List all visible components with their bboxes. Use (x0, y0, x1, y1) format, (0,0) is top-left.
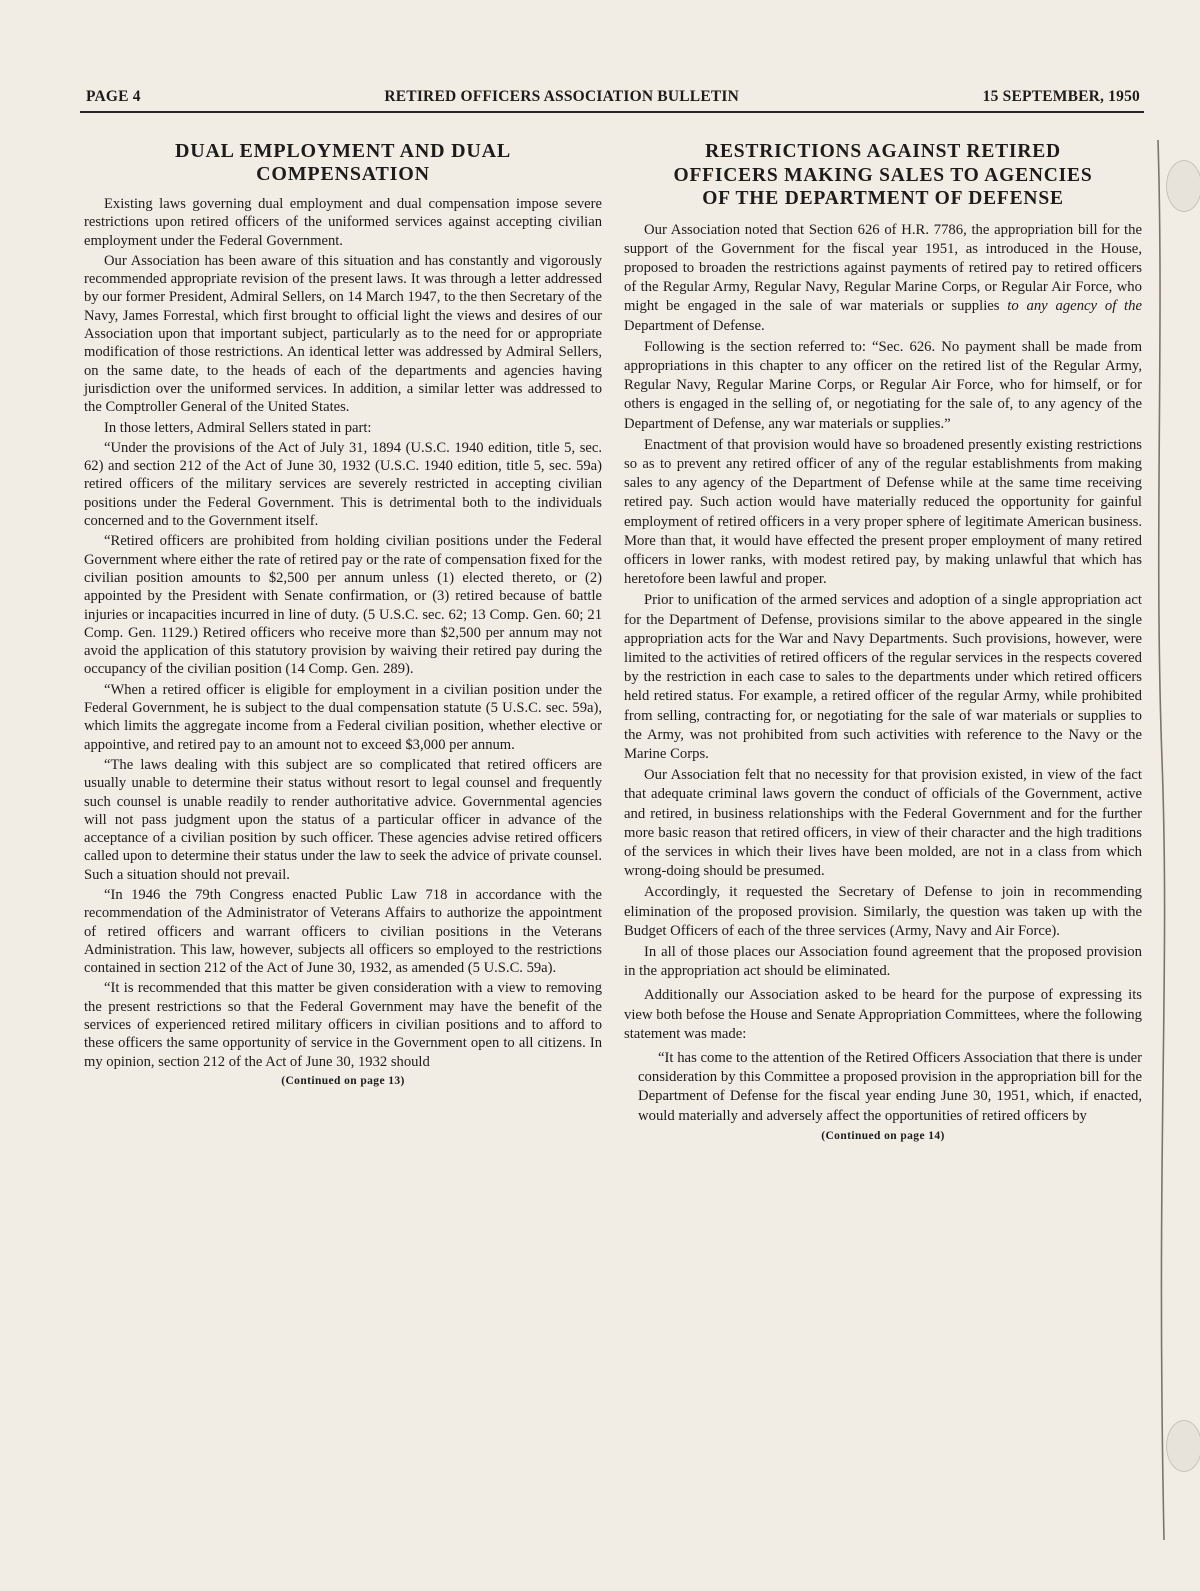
page-header (86, 88, 1140, 106)
right-paragraph: Additionally our Association asked to be heard for the purpose of expressing its view both befose the House and Senate Appropriation Committees, where the following statement was made: (624, 987, 1142, 1042)
right-paragraph: Following is the section referred to: “Sec. 626. No payment shall be made from appropriations in this chapter to any officer on the retired list of the Regular Army, Regular Navy, Regular Marine Corps, or Regular Air Force, who for himself, or for others is engaged in the selling of, or negotiating for the sale of, to any agency of the Department of Defense, any war materials or supplies.” (624, 338, 1142, 432)
left-continued-note: (Continued on page 13) (281, 1074, 405, 1087)
right-paragraph: Prior to unification of the armed services and adoption of a single appropriation act for the Department of Defense, provisions similar to the above appeared in the single appropriation acts for the War and Navy Departments. Such provisions, however, were limited to the activities of retired officers of the regular services in the respects covered by the restriction in each case to sales to the departments under which retired officers held retired status. For example, a retired officer of the regular Army, while prohibited from selling, contracting for, or negotiating for the sale of war materials or supplies to the Army, was not prohibited from such activities with reference to the Navy or the Marine Corps. (624, 592, 1142, 762)
right-article (624, 140, 1142, 1142)
left-paragraph: “It is recommended that this matter be given consideration with a view to removing the present restrictions so that the Federal Government may have the benefit of the services of experienced retired military officers in civilian positions and to afford to these officers the same opportunity of service in the Government open to all citizens. In my opinion, section 212 of the Act of June 30, 1932 should (84, 980, 602, 1070)
committee-statement-quote: “It has come to the attention of the Retired Officers Association that there is under consideration by this Committee a proposed provision in the appropriation bill for the Department of Defense for the fiscal year ending June 30, 1951, which, if enacted, would materially and adversely affect the opportunities of retired officers by (638, 1050, 1142, 1124)
punch-hole (1166, 1420, 1200, 1472)
punch-hole (1166, 160, 1200, 212)
left-paragraph: “Under the provisions of the Act of July 31, 1894 (U.S.C. 1940 edition, title 5, sec. 62) and section 212 of the Act of June 30, 1932 (U.S.C. 1940 edition, title 5, sec. 59a) retired officers of the military services are severely restricted in accepting civilian positions under the Federal Government. This is detrimental both to the individuals concerned and to the Government itself. (84, 439, 602, 530)
left-paragraph: “In 1946 the 79th Congress enacted Public Law 718 in accordance with the recommendation of the Administrator of Veterans Affairs to authorize the appointment of retired officers and warrant officers to civilian positions in the Veterans Administration. This law, however, subjects all officers so employed to the restrictions contained in section 212 of the Act of June 30, 1932, as amended (5 U.S.C. 59a). (84, 886, 602, 977)
page-number: PAGE 4 (86, 88, 141, 105)
left-paragraph: Our Association has been aware of this situation and has constantly and vigorously recommended appropriate revision of the present laws. It was through a letter addressed by our former President, Admiral Sellers, on 14 March 1947, to the then Secretary of the Navy, James Forrestal, which first brought to official light the views and desires of our Association upon that important subject, particularly as to the need for or appropriate modification of those restrictions. An identical letter was addressed by Admiral Sellers, on the same date, to the heads of each of the departments and agencies having jurisdiction over the uniformed services. In addition, a similar letter was addressed to the Comptroller General of the United States. (84, 252, 602, 416)
left-article-title: DUAL EMPLOYMENT AND DUAL COMPENSATION (174, 140, 512, 185)
right-paragraph: Our Association felt that no necessity for that provision existed, in view of the fact that adequate criminal laws govern the conduct of officials of the Government, active and retired, in business relationships with the Federal Government and for the further more basic reason that retired officers, in view of their character and the high traditions of the services in which their lives have been molded, are not in a class from which wrong-doing should be presumed. (624, 767, 1142, 880)
publication-title: RETIRED OFFICERS ASSOCIATION BULLETIN (384, 88, 740, 105)
right-paragraph: Enactment of that provision would have so broadened presently existing restrictions so as to prevent any retired officer of any of the regular establishments from making sales to any agency of the Department of Defense while at the same time receiving retired pay. Such action would have materially reduced the opportunity for gainful employment of retired officers in a very proper sphere of legitimate American business. More than that, it would have effected the present proper employment of many retired officers in lower ranks, with modest retired pay, by making unlawful that which has heretofore been lawful and proper. (624, 436, 1142, 588)
header-rule (80, 111, 1144, 113)
left-paragraph: In those letters, Admiral Sellers stated in part: (104, 419, 372, 436)
right-article-title: RESTRICTIONS AGAINST RETIRED OFFICERS MAKING SALES TO AGENCIES OF THE DEPARTMENT OF DEFENSE (673, 141, 1093, 209)
right-paragraph: Accordingly, it requested the Secretary of Defense to join in recommending elimination of the proposed provision. Similarly, the question was taken up with the Budget Officers of each of the three services (Army, Navy and Air Force). (624, 884, 1142, 939)
binding-edge (1150, 140, 1190, 1540)
left-article (84, 140, 602, 1087)
right-continued-note: (Continued on page 14) (821, 1129, 945, 1142)
left-paragraph: “When a retired officer is eligible for employment in a civilian position under the Federal Government, he is subject to the dual compensation statute (5 U.S.C. sec. 59a), which limits the aggregate income from a Federal civilian position, whether elective or appointive, and retired pay to an amount not to exceed $3,000 per annum. (84, 681, 602, 753)
left-paragraph: “The laws dealing with this subject are so complicated that retired officers are usually unable to determine their status without resort to legal counsel and frequently such counsel is unable readily to render authoritative advice. Governmental agencies will not pass judgment upon the status of a particular officer in advance of the acceptance of a civilian position by such officer. These agencies advise retired officers called upon to determine their status under the law to seek the advice of private counsel. Such a situation should not prevail. (84, 756, 602, 883)
issue-date: 15 SEPTEMBER, 1950 (982, 88, 1140, 105)
left-paragraph: Existing laws governing dual employment and dual compensation impose severe restrictions upon retired officers of the uniformed services against accepting civilian employment under the Federal Government. (84, 196, 602, 249)
left-paragraph: “Retired officers are prohibited from holding civilian positions under the Federal Government where either the rate of retired pay or the rate of compensation fixed for the civilian position amounts to $2,500 per annum unless (1) elected thereto, or (2) appointed by the President with Senate confirmation, or (3) retired because of battle injuries or incapacities incurred in line of duty. (5 U.S.C. sec. 62; 13 Comp. Gen. 60; 21 Comp. Gen. 1129.) Retired officers who receive more than $2,500 per annum may not avoid the application of this statutory provision by waiving their retired pay during the occupancy of the civilian position (14 Comp. Gen. 289). (84, 533, 602, 678)
right-paragraph: Our Association noted that Section 626 of H.R. 7786, the appropriation bill for the support of the Government for the fiscal year 1951, as introduced in the House, proposed to broaden the restrictions against payments of retired pay to retired officers of the Regular Army, Regular Navy, Regular Marine Corps, or Regular Air Force, who might be engaged in the sale of war materials or supplies to any agency of the Department of Defense. (624, 221, 1142, 334)
right-paragraph: In all of those places our Association found agreement that the proposed provision in the appropriation act should be eliminated. (624, 944, 1142, 980)
